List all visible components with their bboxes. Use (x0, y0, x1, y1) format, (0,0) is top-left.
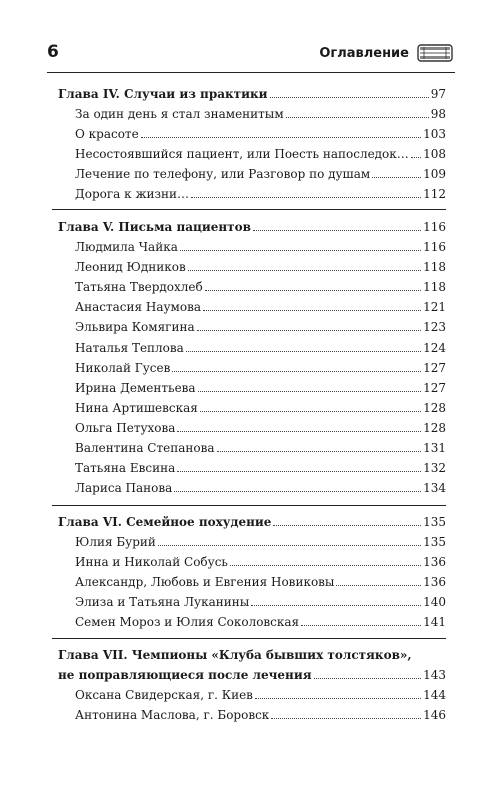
toc-entry-title: Ольга Петухова (75, 420, 176, 435)
toc-page-number: 118 (423, 280, 446, 295)
toc-chapter (58, 217, 446, 237)
toc-entry-title: Семен Мороз и Юлия Соколовская (75, 615, 300, 630)
toc-page-number: 128 (423, 420, 446, 435)
dot-leader (411, 157, 421, 158)
dot-leader (255, 698, 421, 699)
dot-leader (200, 411, 421, 412)
toc-entry (58, 277, 446, 297)
toc-entry (58, 297, 446, 317)
dot-leader (177, 431, 421, 432)
dot-leader (186, 351, 421, 352)
toc-entry (58, 164, 446, 184)
dot-leader (253, 230, 421, 231)
toc-entry-title: Татьяна Твердохлеб (75, 280, 203, 295)
toc-entry (58, 237, 446, 257)
toc-entry-title: Татьяна Евсина (75, 461, 176, 476)
toc-entry-title: Эльвира Комягина (75, 320, 195, 335)
toc-entry (58, 705, 446, 725)
section-rule (52, 638, 446, 639)
toc-entry-title: Инна и Николай Собусь (75, 555, 228, 570)
toc-chapter-title: Глава V. Письма пациентов (58, 220, 251, 234)
toc-page-number: 136 (423, 555, 446, 570)
toc-entry-title: Наталья Теплова (75, 340, 184, 355)
toc-entry (58, 418, 446, 438)
toc-chapter (58, 665, 446, 685)
page-number: 6 (47, 42, 59, 62)
dot-leader (217, 451, 422, 452)
toc-entry-title: Дорога к жизни… (75, 187, 190, 202)
running-title: Оглавление (319, 46, 409, 61)
toc-section-ch6 (58, 512, 446, 633)
toc-chapter-title: Глава IV. Случаи из практики (58, 87, 268, 101)
dot-leader (174, 491, 421, 492)
toc-page-number: 135 (423, 515, 446, 529)
dot-leader (191, 197, 421, 198)
toc-entry (58, 612, 446, 632)
toc-section-ch5 (58, 217, 446, 498)
toc-page-number: 98 (430, 107, 446, 122)
toc-chapter-title: Глава VI. Семейное похудение (58, 515, 272, 529)
toc-entry (58, 144, 446, 164)
toc-entry (58, 257, 446, 277)
dot-leader (141, 137, 421, 138)
toc-page-number: 108 (423, 147, 446, 162)
toc-entry-title: Антонина Маслова, г. Боровск (75, 708, 270, 723)
dot-leader (188, 270, 421, 271)
toc-section-ch4 (58, 84, 446, 205)
toc-entry (58, 438, 446, 458)
section-rule (52, 209, 446, 210)
toc-entry (58, 592, 446, 612)
dot-leader (301, 625, 421, 626)
toc-chapter (58, 84, 446, 104)
dot-leader (177, 471, 421, 472)
toc-entry-title: Людмила Чайка (75, 240, 178, 255)
toc-page-number: 128 (423, 400, 446, 415)
dot-leader (180, 250, 421, 251)
dot-leader (273, 525, 421, 526)
dot-leader (271, 718, 421, 719)
toc-entry (58, 317, 446, 337)
toc-entry-title: Ирина Дементьева (75, 380, 196, 395)
dot-leader (251, 605, 421, 606)
toc-page-number: 116 (423, 220, 446, 234)
dot-leader (230, 565, 421, 566)
toc-page-number: 131 (423, 441, 446, 456)
toc-chapter-title-line2: не поправляющиеся после лечения (58, 668, 312, 683)
dot-leader (158, 545, 421, 546)
toc-page-number: 97 (430, 87, 446, 101)
toc-page-number: 141 (423, 615, 446, 630)
dot-leader (286, 117, 429, 118)
toc-entry (58, 398, 446, 418)
section-rule (52, 505, 446, 506)
toc-entry (58, 104, 446, 124)
toc-entry (58, 532, 446, 552)
toc-entry (58, 685, 446, 705)
dot-leader (205, 290, 421, 291)
book-stack-icon (415, 42, 455, 64)
toc-page-number: 124 (423, 340, 446, 355)
toc-page-number: 121 (423, 300, 446, 315)
toc-page-number: 109 (423, 167, 446, 182)
toc-entry (58, 552, 446, 572)
toc-page-number: 127 (423, 360, 446, 375)
toc-page-number: 123 (423, 320, 446, 335)
dot-leader (203, 310, 421, 311)
toc-chapter (58, 512, 446, 532)
dot-leader (270, 97, 429, 98)
toc-entry (58, 358, 446, 378)
page-header (47, 40, 455, 68)
toc-entry (58, 478, 446, 498)
toc-entry-title: О красоте (75, 127, 139, 142)
toc-entry-title: Несостоявшийся пациент, или Поесть напоследок… (75, 147, 409, 162)
toc-page-number: 143 (423, 668, 446, 683)
header-rule (47, 72, 455, 73)
toc-entry (58, 124, 446, 144)
toc-entry-title: Леонид Юдников (75, 260, 186, 275)
toc-entry-title: Оксана Свидерская, г. Киев (75, 688, 253, 703)
dot-leader (172, 371, 421, 372)
toc-entry-title: Анастасия Наумова (75, 300, 202, 315)
toc-entry (58, 184, 446, 204)
toc-page-number: 136 (423, 575, 446, 590)
toc-page-number: 135 (423, 535, 446, 550)
toc-entry (58, 572, 446, 592)
dot-leader (198, 391, 422, 392)
toc-entry (58, 458, 446, 478)
toc-entry-title: Николай Гусев (75, 360, 171, 375)
toc-page-number: 112 (423, 187, 446, 202)
toc-page-number: 103 (423, 127, 446, 142)
toc-page-number: 116 (423, 240, 446, 255)
toc-entry (58, 378, 446, 398)
dot-leader (314, 678, 421, 679)
toc-page-number: 132 (423, 461, 446, 476)
toc-section-ch7 (58, 645, 446, 725)
dot-leader (197, 330, 421, 331)
toc-entry-title: Валентина Степанова (75, 441, 215, 456)
toc-entry (58, 338, 446, 358)
toc-entry-title: Нина Артишевская (75, 400, 198, 415)
toc-page-number: 118 (423, 260, 446, 275)
toc-entry-title: Лариса Панова (75, 481, 173, 496)
toc-entry-title: Юлия Бурий (75, 535, 156, 550)
dot-leader (336, 585, 421, 586)
toc-page-number: 144 (423, 688, 446, 703)
toc-page-number: 134 (423, 481, 446, 496)
toc-entry-title: За один день я стал знаменитым (75, 107, 284, 122)
toc-entry-title: Александр, Любовь и Евгения Новиковы (75, 575, 335, 590)
dot-leader (372, 177, 421, 178)
toc-page-number: 146 (423, 708, 446, 723)
toc-page-number: 140 (423, 595, 446, 610)
toc-entry-title: Лечение по телефону, или Разговор по душам (75, 167, 371, 182)
toc-entry-title: Элиза и Татьяна Луканины (75, 595, 250, 610)
toc-chapter-title-line1: Глава VII. Чемпионы «Клуба бывших толстяков», (58, 648, 412, 662)
toc-page-number: 127 (423, 380, 446, 395)
